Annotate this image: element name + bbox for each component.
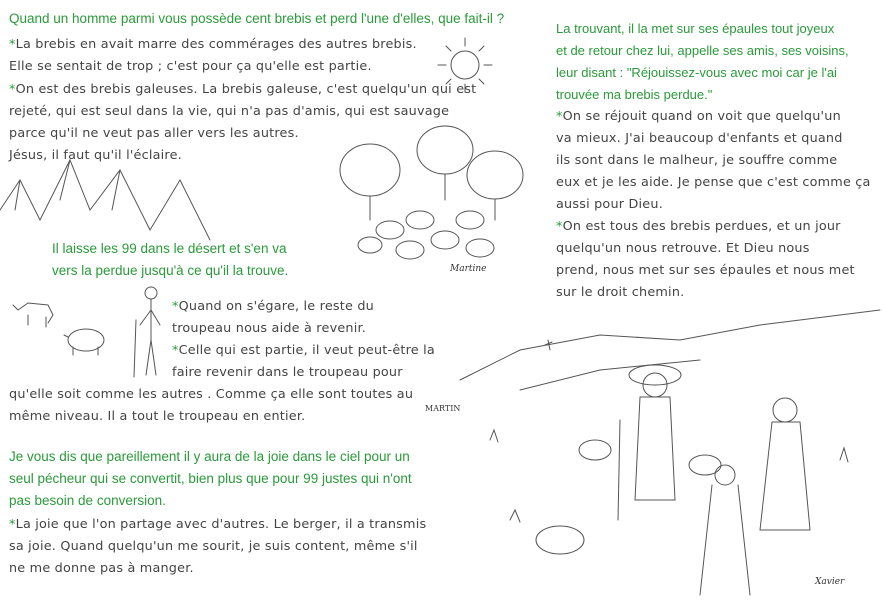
comment-line: quelqu'un nous retrouve. Et Dieu nous xyxy=(556,241,810,256)
comment-line: Jésus, il faut qu'il l'éclaire. xyxy=(9,148,182,163)
verse-line: Il laisse les 99 dans le désert et s'en va xyxy=(52,241,287,256)
comment-line: ils sont dans le malheur, je souffre comme xyxy=(556,153,838,168)
comment-line: Celle qui est partie, il veut peut-être la xyxy=(178,343,435,358)
comment-line: sa joie. Quand quelqu'un me sourit, je suis content, même s'il xyxy=(9,539,418,554)
signature-xavier: Xavier xyxy=(815,577,845,587)
comment-2 xyxy=(9,79,476,167)
comment-line: La joie que l'on partage avec d'autres. Le berger, il a transmis xyxy=(15,517,427,532)
comment-line: On est des brebis galeuses. La brebis galeuse, c'est quelqu'un qui est xyxy=(15,82,477,97)
bullet: * xyxy=(9,517,16,532)
comment-5 xyxy=(556,106,871,304)
comment-line: même niveau. Il a tout le troupeau en entier. xyxy=(9,409,306,424)
bullet: * xyxy=(9,37,16,52)
comment-line: troupeau nous aide à revenir. xyxy=(172,321,367,336)
comment-line: On se réjouit quand on voit que quelqu'un xyxy=(562,109,841,124)
comment-line: aussi pour Dieu. xyxy=(556,197,663,212)
dog-sheep-shepherd-sketch xyxy=(8,285,168,380)
comment-4 xyxy=(9,514,426,580)
comment-line: parce qu'il ne veut pas aller vers les autres. xyxy=(9,126,299,141)
comment-line: faire revenir dans le troupeau pour xyxy=(172,365,403,380)
verse-2 xyxy=(52,238,288,282)
verse-line: et de retour chez lui, appelle ses amis, ses voisins, xyxy=(556,43,849,58)
signature-martine: Martine xyxy=(450,264,487,274)
bullet: * xyxy=(556,219,563,234)
verse-line: pas besoin de conversion. xyxy=(9,493,166,508)
verse-line: seul pécheur qui se convertit, bien plus que pour 99 justes qui n'ont xyxy=(9,471,412,486)
verse-line: leur disant : "Réjouissez-vous avec moi car je l'ai xyxy=(556,65,837,80)
comment-line: qu'elle soit comme les autres . Comme ça elle sont toutes au xyxy=(9,387,414,402)
comment-line: va mieux. J'ai beaucoup d'enfants et quand xyxy=(556,131,843,146)
bullet: * xyxy=(172,299,179,314)
signature-martin: MARTIN xyxy=(425,404,461,413)
shepherd-scene-sketch xyxy=(460,300,880,600)
comment-line: On est tous des brebis perdues, et un jour xyxy=(562,219,841,234)
comment-line: rejeté, qui est seul dans la vie, qui n'a pas d'amis, qui est sauvage xyxy=(9,104,450,119)
verse-line: La trouvant, il la met sur ses épaules tout joyeux xyxy=(556,21,835,36)
bullet: * xyxy=(556,109,563,124)
verse-line: vers la perdue jusqu'à ce qu'il la trouve. xyxy=(52,263,289,278)
verse-line: trouvée ma brebis perdue." xyxy=(556,87,713,102)
verse-1 xyxy=(556,18,849,106)
verse-title: Quand un homme parmi vous possède cent brebis et perd l'une d'elles, que fait-il ? xyxy=(9,11,505,26)
comment-line: prend, nous met sur ses épaules et nous met xyxy=(556,263,855,278)
comment-line: eux et je les aide. Je pense que c'est comme ça xyxy=(556,175,871,190)
comment-3-cont xyxy=(9,384,413,428)
comment-line: Elle se sentait de trop ; c'est pour ça qu'elle est partie. xyxy=(9,59,372,74)
comment-line: sur le droit chemin. xyxy=(556,285,685,300)
comment-3 xyxy=(172,296,435,384)
bullet: * xyxy=(172,343,179,358)
comment-line: ne me donne pas à manger. xyxy=(9,561,194,576)
comment-line: La brebis en avait marre des commérages des autres brebis. xyxy=(15,37,417,52)
verse-3 xyxy=(9,446,412,512)
comment-line: Quand on s'égare, le reste du xyxy=(178,299,374,314)
comment-1 xyxy=(9,34,417,78)
verse-line: Je vous dis que pareillement il y aura de la joie dans le ciel pour un xyxy=(9,449,410,464)
bullet: * xyxy=(9,82,16,97)
